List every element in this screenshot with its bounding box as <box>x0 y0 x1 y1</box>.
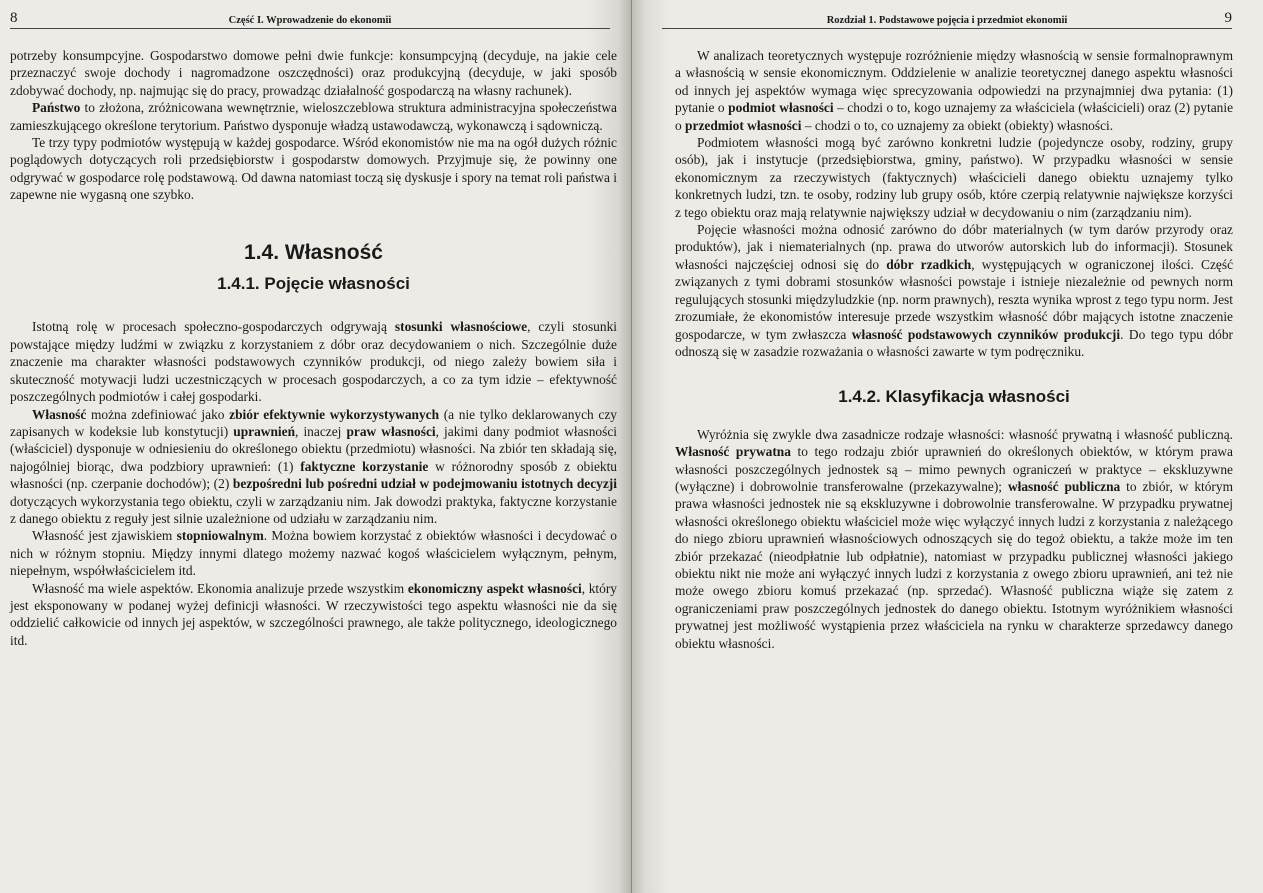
left-page <box>0 0 631 893</box>
bold-term: bezpośredni lub pośredni udział w podejmowaniu istotnych decyzji <box>232 476 617 492</box>
paragraph: Państwo to złożona, zróżnicowana wewnętrznie, wieloszczeblowa struktura administracyjna społeczeństwa zamieszkującego określone terytorium. Państwo dysponuje władzą ustawodawczą, wykonawczą i sądowniczą. <box>10 100 617 133</box>
running-head-right <box>662 10 1232 29</box>
paragraph: Własność jest zjawiskiem stopniowalnym. Można bowiem korzystać z obiektów własności i decydować o nich w różnym stopniu. Między innymi dlatego możemy nazwać kogoś właścicielem wyłącznym, pełnym, niepełnym, współwłaścicielem itd. <box>10 528 618 579</box>
paragraph: potrzeby konsumpcyjne. Gospodarstwo domowe pełni dwie funkcje: konsumpcyjną (decyduje, na jakie cele przeznaczyć swoje dochody i nagromadzone oszczędności) oraz produkcyjną (decyduje, w jaki sposób zdobywać dochody, np. najmując się do pracy, prowadząc działalność gospodarczą na własny rachunek). <box>10 48 617 98</box>
paragraph: Istotną rolę w procesach społeczno-gospodarczych odgrywają stosunki własnościowe, czyli stosunki powstające między ludźmi w związku z korzystaniem z dóbr oraz decydowaniem o nich. Szczególnie duże znaczenie ma charakter własności podstawowych czynników produkcji, od niego zależy bowiem siła i skuteczność motywacji ludzi uczestniczących w procesach gospodarczych, a co za tym idzie – efektywność poszczególnych podmiotów i całej gospodarki. <box>10 319 617 405</box>
page-number: 8 <box>10 10 18 26</box>
bold-term: praw własności <box>346 423 436 439</box>
paragraph: Pojęcie własności można odnosić zarówno do dóbr materialnych (w tym darów przyrody oraz produktów), jak i niematerialnych (np. prawa do utworów autorskich lub do informacji). Stosunek własności najczęściej odnosi się do dóbr rzadkich, występujących w ograniczonej ilości. Część związanych z tymi dobrami stosunków własności powstaje i istnieje niezależnie od pewnych norm regulujących stosunki międzyludzkie (np. norm prawnych), reszta wynika wprost z tego typu norm. Jest zrozumiałe, że ekonomistów interesuje przede wszystkim własność dóbr mających istotne znaczenie gospodarcze, w tym zwłaszcza własność podstawowych czynników produkcji. Do tego typu dóbr odnoszą się w zasadzie rozważania o własności zawarte w tym podręczniku. <box>675 222 1234 359</box>
bold-term: Własność <box>32 406 87 422</box>
paragraph: Własność ma wiele aspektów. Ekonomia analizuje przede wszystkim ekonomiczny aspekt własności, który jest eksponowany w podanej wyżej definicji własności. W rzeczywistości tego aspektu własności nie da się oddzielić całkowicie od innych jej aspektów, w szczególności prawnego, ale także politycznego, ideologicznego itd. <box>10 580 617 648</box>
paragraph: W analizach teoretycznych występuje rozróżnienie między własnością w sensie formalnoprawnym a własnością w sensie ekonomicznym. Oddzielenie w analizie teoretycznej danego aspektu własności od innych jej aspektów wymaga więc sprecyzowania odpowiedzi na przynajmniej dwa pytania: (1) pytanie o podmiot własności – chodzi o to, kogo uznajemy za właściciela (właścicieli) oraz (2) pytanie o przedmiot własności – chodzi o to, co uznajemy za obiekt (obiekty) własności. <box>675 48 1234 133</box>
bold-term: przedmiot własności <box>685 117 802 133</box>
bold-term: dóbr rzadkich <box>886 256 972 272</box>
paragraph: Te trzy typy podmiotów występują w każdej gospodarce. Wśród ekonomistów nie ma na ogół dużych różnic poglądowych dotyczących roli przedsiębiorstw i gospodarstw domowych. Przyjmuje się, że powinny one odgrywać w gospodarce rolę podstawową. Od dawna natomiast toczą się dyskusje i spory na temat roli państwa i zapewne nie wygasną one szybko. <box>10 135 617 203</box>
subsection-title: 1.4.2. Klasyfikacja własności <box>838 387 1070 407</box>
paragraph: Wyróżnia się zwykle dwa zasadnicze rodzaje własności: własność prywatną i własność publiczną. Własność prywatna to tego rodzaju zbiór uprawnień do określonych obiektów, w którym prawa własności poszczególnych jednostek są – mimo pewnych ograniczeń w praktyce – ekskluzywne (wyłączne) i dobrowolnie transferowalne (przekazywalne); własność publiczna to zbiór, w którym prawa własności jednostek nie są ekskluzywne i dobrowolnie transferowalne. W przypadku prywatnej własności określonego obiektu właściciel może więc wyłączyć innych ludzi z korzystania z należącego do niego zbioru uprawnień własnościowych odnoszących się do tegoż obiektu, a także może im ten zbiór przekazać (nieodpłatnie lub odpłatnie), natomiast w przypadku publicznej własności jakiego obiektu nikt nie może ani wyłączyć innych ludzi z korzystania z owego zbioru uprawnień, ani też nie może owego zbioru komuś przekazać (np. sprzedać). Własność publiczna wiąże się zatem z ograniczeniami praw poszczególnych jednostek do danego obiektu. Istotnym wyróżnikiem własności prywatnej jest możliwość wystąpienia przez właściciela na rynku w charakterze sprzedawcy danego obiektu własności. <box>675 426 1234 651</box>
subsection-title: 1.4.1. Pojęcie własności <box>217 274 410 294</box>
bold-term: uprawnień <box>233 423 296 439</box>
page-number: 9 <box>1224 10 1232 26</box>
paragraph: Podmiotem własności mogą być zarówno konkretni ludzie (pojedyncze osoby, rodziny, grupy osób), jak i instytucje (przedsiębiorstwa, gminy, państwo). W przypadku własności w sensie ekonomicznym za rzeczywistych (faktycznych) właścicieli danego obiektu uznajemy tylko konkretnych ludzi, tzn. te osoby, rodziny lub grupy osób, które czerpią relatywnie największe korzyści z tego obiektu oraz mają relatywnie największy udział w decydowaniu o nim (zarządzaniu nim). <box>675 135 1233 220</box>
bold-term: zbiór efektywnie wykorzystywanych <box>229 406 440 422</box>
paragraph: Własność można zdefiniować jako zbiór efektywnie wykorzystywanych (a nie tylko deklarowanych czy zapisanych w kodeksie lub konstytucji) uprawnień, inaczej praw własności, jakimi dany podmiot własności (właściciel) dysponuje w odniesieniu do określonego obiektu (przedmiotu) własności. Na zbiór ten składają się, najogólniej biorąc, dwa podzbiory uprawnień: (1) faktyczne korzystanie w różnorodny sposób z obiektu własności (np. czerpanie dochodów); (2) bezpośredni lub pośredni udział w podejmowaniu istotnych decyzji dotyczących wykorzystania tego obiektu, czyli w zarządzaniu nim. Jak dowodzi praktyka, faktyczne korzystanie z danego obiektu z reguły jest silnie uzależnione od udziału w zarządzaniu nim. <box>10 406 618 526</box>
bold-term: stosunki własnościowe <box>394 319 528 335</box>
running-head-left <box>10 10 610 29</box>
bold-term: ekonomiczny aspekt własności <box>407 580 582 596</box>
bold-term: podmiot własności <box>728 100 834 116</box>
bold-term: Państwo <box>32 100 81 116</box>
running-head-title: Część I. Wprowadzenie do ekonomii <box>228 15 392 26</box>
bold-term: własność publiczna <box>1007 478 1121 494</box>
running-head-title: Rozdział 1. Podstawowe pojęcia i przedmiot ekonomii <box>826 15 1068 26</box>
bold-term: Własność prywatna <box>675 444 791 460</box>
right-page <box>632 0 1263 893</box>
bold-term: faktyczne korzystanie <box>300 458 429 474</box>
section-title: 1.4. Własność <box>244 240 383 264</box>
bold-term: stopniowalnym <box>176 528 264 544</box>
bold-term: własność podstawowych czynników produkcji <box>851 326 1121 342</box>
